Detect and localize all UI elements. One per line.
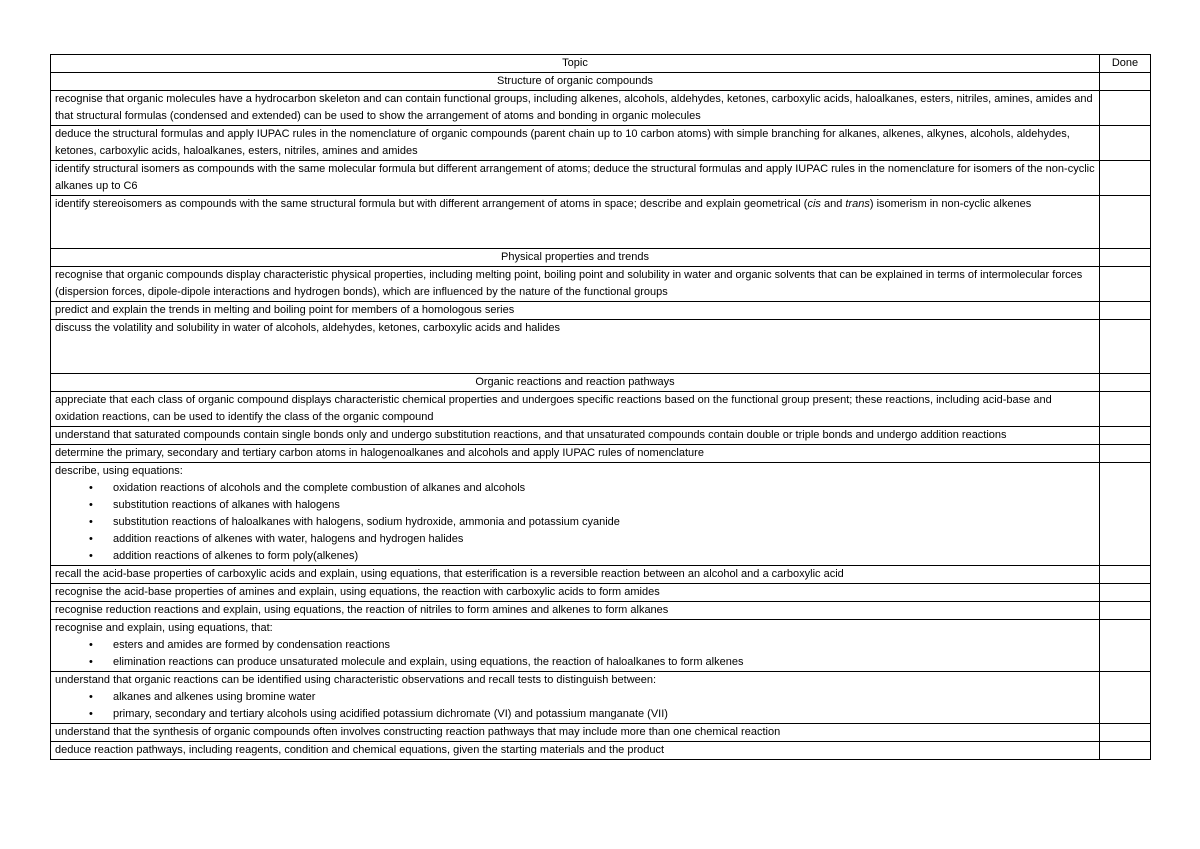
done-cell[interactable]: [1100, 742, 1151, 760]
table-row: [51, 602, 1151, 620]
table-row: [51, 267, 1151, 302]
done-cell[interactable]: [1100, 602, 1151, 620]
table-row: [51, 672, 1151, 724]
topic-text: deduce the structural formulas and apply IUPAC rules in the nomenclature of organic compounds (parent chain up to 10 carbon atoms) with simple branching for alkanes, alkenes, alkynes, alcohols, aldehydes, ketones, carboxylic acids, haloalkanes, esters, nitriles, amines and amides: [51, 126, 1100, 161]
topic-text-part: identify stereoisomers as compounds with the same structural formula but with different arrangement of atoms in space; describe and explain geometrical (: [55, 198, 808, 210]
done-cell[interactable]: [1100, 445, 1151, 463]
done-cell[interactable]: [1100, 161, 1151, 196]
bullet-item: • addition reactions of alkenes with water, halogens and hydrogen halides: [113, 531, 1095, 548]
table-row: [51, 161, 1151, 196]
table-row: [51, 320, 1151, 374]
cis-term: cis: [807, 198, 821, 210]
bullet-item: • esters and amides are formed by condensation reactions: [113, 637, 1095, 654]
topic-text: [51, 463, 1100, 566]
topic-text: discuss the volatility and solubility in water of alcohols, aldehydes, ketones, carboxylic acids and halides: [51, 320, 1100, 374]
bullet-item: • substitution reactions of alkanes with halogens: [113, 497, 1095, 514]
done-cell[interactable]: [1100, 374, 1151, 392]
section-title: Physical properties and trends: [51, 249, 1100, 267]
topic-text: recognise reduction reactions and explain, using equations, the reaction of nitriles to form amines and alkenes to form alkanes: [51, 602, 1100, 620]
section-row: [51, 374, 1151, 392]
section-row: [51, 73, 1151, 91]
topic-text: appreciate that each class of organic compound displays characteristic chemical properties and undergoes specific reactions based on the functional group present; these reactions, including acid-base and oxidation reactions, can be used to identify the class of the organic compound: [51, 392, 1100, 427]
topic-text: predict and explain the trends in melting and boiling point for members of a homologous series: [51, 302, 1100, 320]
table-row: [51, 126, 1151, 161]
topic-text: [51, 196, 1100, 249]
topic-text: deduce reaction pathways, including reagents, condition and chemical equations, given the starting materials and the product: [51, 742, 1100, 760]
topic-text: identify structural isomers as compounds with the same molecular formula but different arrangement of atoms; deduce the structural formulas and apply IUPAC rules in the nomenclature for isomers of the non-cyclic alkanes up to C6: [51, 161, 1100, 196]
done-cell[interactable]: [1100, 566, 1151, 584]
topic-lead-text: understand that organic reactions can be identified using characteristic observations and recall tests to distinguish between:: [55, 674, 657, 686]
topic-lead-text: recognise and explain, using equations, that:: [55, 622, 273, 634]
topic-text-part: ) isomerism in non-cyclic alkenes: [869, 198, 1032, 210]
done-cell[interactable]: [1100, 584, 1151, 602]
topic-text: recall the acid-base properties of carboxylic acids and explain, using equations, that esterification is a reversible reaction between an alcohol and a carboxylic acid: [51, 566, 1100, 584]
done-cell[interactable]: [1100, 463, 1151, 566]
topic-text: recognise that organic molecules have a hydrocarbon skeleton and can contain functional groups, including alkenes, alcohols, aldehydes, ketones, carboxylic acids, haloalkanes, esters, nitriles, amines, amides and that structural formulas (condensed and extended) can be used to show the arrangement of atoms and bonding in organic molecules: [51, 91, 1100, 126]
section-row: [51, 249, 1151, 267]
done-cell[interactable]: [1100, 392, 1151, 427]
done-cell[interactable]: [1100, 196, 1151, 249]
topic-header: Topic: [51, 55, 1100, 73]
table-row: [51, 196, 1151, 249]
bullet-item: • oxidation reactions of alcohols and the complete combustion of alkanes and alcohols: [113, 480, 1095, 497]
done-cell[interactable]: [1100, 320, 1151, 374]
bullet-item: • substitution reactions of haloalkanes with halogens, sodium hydroxide, ammonia and potassium cyanide: [113, 514, 1095, 531]
bullet-item: • primary, secondary and tertiary alcohols using acidified potassium dichromate (VI) and potassium manganate (VII): [113, 706, 1095, 723]
topic-text: [51, 672, 1100, 724]
bullet-item: • elimination reactions can produce unsaturated molecule and explain, using equations, the reaction of haloalkanes to form alkenes: [113, 654, 1095, 671]
bullet-item: • addition reactions of alkenes to form poly(alkenes): [113, 548, 1095, 565]
topic-checklist-table: [50, 54, 1151, 760]
done-cell[interactable]: [1100, 724, 1151, 742]
table-row: [51, 742, 1151, 760]
done-cell[interactable]: [1100, 126, 1151, 161]
section-title: Organic reactions and reaction pathways: [51, 374, 1100, 392]
done-header: Done: [1100, 55, 1151, 73]
trans-term: trans: [845, 198, 870, 210]
table-row: [51, 463, 1151, 566]
done-cell[interactable]: [1100, 672, 1151, 724]
bullet-item: • alkanes and alkenes using bromine water: [113, 689, 1095, 706]
done-cell[interactable]: [1100, 91, 1151, 126]
topic-lead-text: describe, using equations:: [55, 465, 183, 477]
table-row: [51, 91, 1151, 126]
bullet-list: [55, 689, 1095, 723]
done-cell[interactable]: [1100, 427, 1151, 445]
done-cell[interactable]: [1100, 267, 1151, 302]
topic-text: understand that saturated compounds contain single bonds only and undergo substitution reactions, and that unsaturated compounds contain double or triple bonds and undergo addition reactions: [51, 427, 1100, 445]
topic-text: understand that the synthesis of organic compounds often involves constructing reaction pathways that may include more than one chemical reaction: [51, 724, 1100, 742]
section-title: Structure of organic compounds: [51, 73, 1100, 91]
table-row: [51, 724, 1151, 742]
topic-text: [51, 620, 1100, 672]
header-row: [51, 55, 1151, 73]
done-cell[interactable]: [1100, 302, 1151, 320]
bullet-list: [55, 637, 1095, 671]
table-row: [51, 584, 1151, 602]
table-row: [51, 620, 1151, 672]
topic-text: determine the primary, secondary and tertiary carbon atoms in halogenoalkanes and alcohols and apply IUPAC rules of nomenclature: [51, 445, 1100, 463]
done-cell[interactable]: [1100, 249, 1151, 267]
done-cell[interactable]: [1100, 620, 1151, 672]
table-row: [51, 427, 1151, 445]
topic-text: recognise the acid-base properties of amines and explain, using equations, the reaction with carboxylic acids to form amides: [51, 584, 1100, 602]
topic-text-part: and: [820, 198, 846, 210]
table-row: [51, 445, 1151, 463]
done-cell[interactable]: [1100, 73, 1151, 91]
bullet-list: [55, 480, 1095, 565]
table-row: [51, 302, 1151, 320]
topic-text: recognise that organic compounds display characteristic physical properties, including melting point, boiling point and solubility in water and organic solvents that can be explained in terms of intermolecular forces (dispersion forces, dipole-dipole interactions and hydrogen bonds), which are influenced by the nature of the functional groups: [51, 267, 1100, 302]
table-row: [51, 392, 1151, 427]
table-row: [51, 566, 1151, 584]
